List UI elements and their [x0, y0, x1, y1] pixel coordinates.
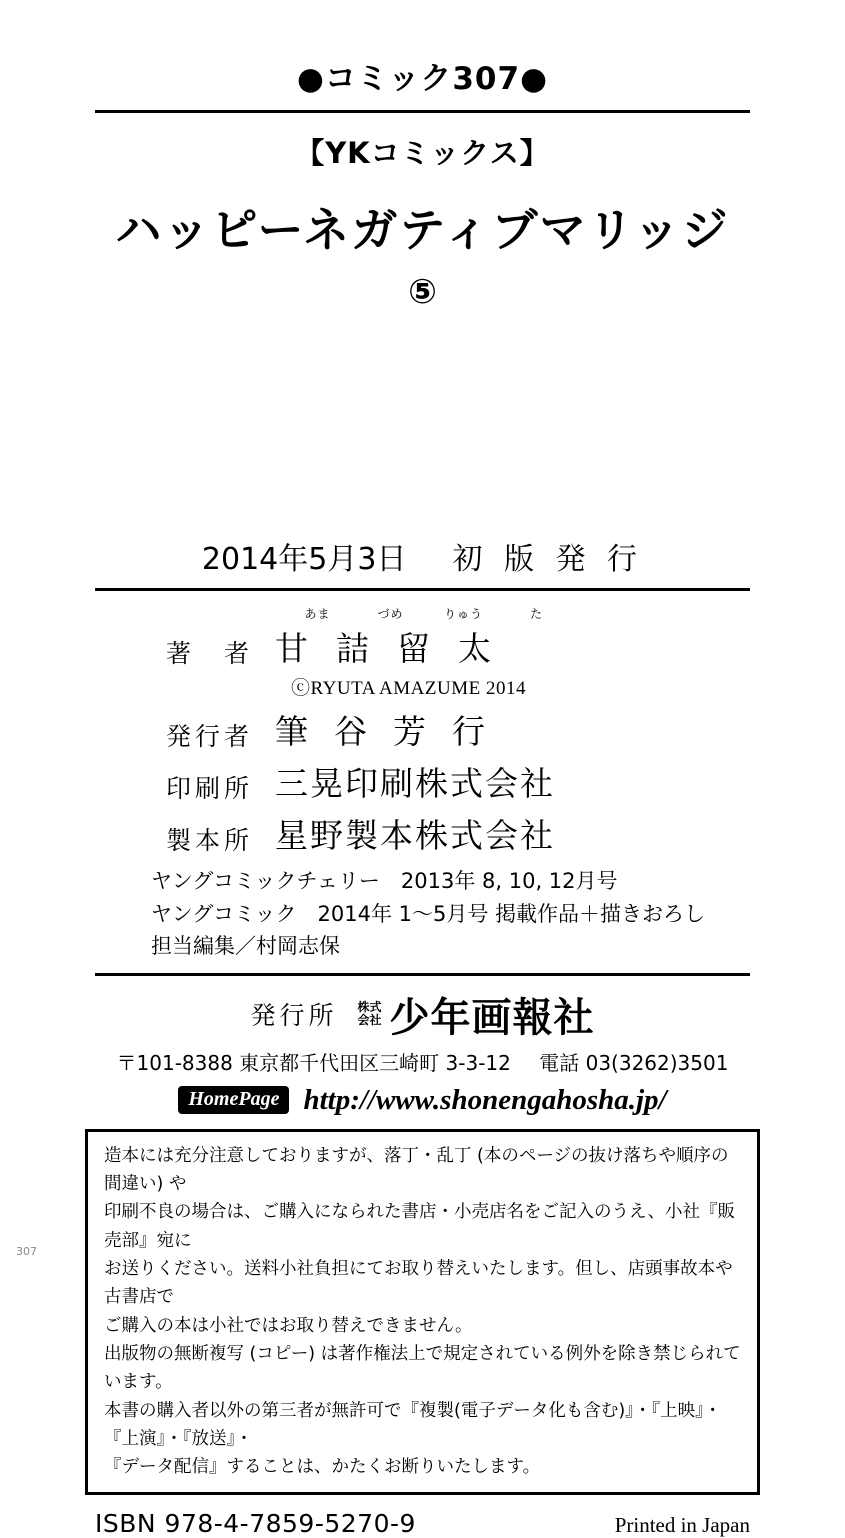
- publisher-row: [0, 986, 845, 1043]
- copyright-line: ⓒRYUTA AMAZUME 2014: [291, 678, 526, 699]
- publisher-divider: [95, 973, 750, 976]
- credit-row: [95, 758, 750, 805]
- notice-line: ご購入の本は小社ではお取り替えできません。: [104, 1315, 473, 1336]
- publisher-address-row: [0, 1047, 845, 1076]
- series-label: 【YKコミックス】: [295, 136, 550, 171]
- notice-line: お送りください。送料小社負担にてお取り替えいたします。但し、店頭事故本や古書店で: [104, 1259, 733, 1308]
- credit-value-binder: 星野製本株式会社: [275, 816, 555, 855]
- kabushiki-gaisha-mark: [358, 1001, 382, 1027]
- colophon-page: [0, 61, 845, 1538]
- kabushiki-line-1: 株式: [357, 999, 382, 1014]
- credit-value-publisher-person: 筆谷芳行: [275, 712, 511, 751]
- credit-value-author: 甘詰留太: [275, 629, 519, 668]
- notice-box: [85, 1129, 760, 1495]
- credit-row: [95, 605, 750, 670]
- corner-page-mark: 307: [16, 1245, 37, 1258]
- isbn: ISBN 978-4-7859-5270-9: [95, 1508, 416, 1538]
- publisher-telephone: 電話 03(3262)3501: [539, 1050, 729, 1075]
- credit-label-binder: 製本所: [165, 826, 253, 855]
- page-title: ハッピーネガティブマリッジ: [115, 203, 730, 258]
- publication-date-row: [0, 534, 845, 588]
- notice-line: 造本には充分注意しておりますが、落丁・乱丁 (本のページの抜け落ちや順序の間違い) や: [104, 1145, 729, 1194]
- credit-row: [95, 706, 750, 753]
- notice-line: 本書の購入者以外の第三者が無許可で『複製(電子データ化も含む)』・『上映』・『上演』・『放送』・: [104, 1400, 722, 1450]
- footer: [95, 1509, 750, 1538]
- notice-line: 出版物の無断複写 (コピー) は著作権法上で規定されている例外を除き禁じられています。: [104, 1344, 741, 1393]
- comic-number: ●コミック307●: [296, 61, 549, 97]
- credit-value-printer: 三晃印刷株式会社: [275, 764, 555, 803]
- magazine-info-line: ヤングコミック 2014年 1〜5月号 掲載作品＋描きおろし: [151, 901, 706, 926]
- ruby-2: づめ: [377, 607, 404, 621]
- ruby-1: あま: [304, 607, 331, 621]
- notice-line: 印刷不良の場合は、ご購入になられた書店・小売店名をご記入のうえ、小社『販売部』宛に: [104, 1202, 736, 1251]
- magazine-info-line: 担当編集／村岡志保: [151, 934, 340, 959]
- publication-area: [0, 534, 845, 1538]
- magazine-info-line: ヤングコミックチェリー 2013年 8, 10, 12月号: [151, 869, 618, 893]
- magazine-info: [95, 865, 750, 963]
- volume-number: ⑤: [408, 272, 437, 313]
- publisher-address: 〒101-8388 東京都千代田区三崎町 3-3-12: [116, 1050, 511, 1075]
- notice-line: 『データ配信』することは、かたくお断りいたします。: [104, 1457, 541, 1478]
- credits-table: [95, 591, 750, 857]
- credit-label-author: 著 者: [165, 639, 253, 668]
- credit-row: [95, 810, 750, 857]
- header-divider-top: [95, 110, 750, 113]
- homepage-url[interactable]: http://www.shonengahosha.jp/: [303, 1083, 667, 1116]
- publisher-name: 少年画報社: [389, 994, 595, 1041]
- kabushiki-line-2: 会社: [357, 1013, 382, 1028]
- credit-label-printer: 印刷所: [165, 774, 253, 803]
- ruby-4: た: [529, 607, 543, 621]
- homepage-row: [0, 1084, 845, 1117]
- publication-date: 2014年5月3日: [201, 542, 407, 577]
- credit-label-publisher-person: 発行者: [165, 722, 253, 751]
- credit-value-author-wrap: [275, 605, 750, 670]
- author-ruby: [275, 605, 750, 622]
- printed-in: Printed in Japan: [614, 1512, 750, 1537]
- ruby-3: りゅう: [443, 607, 483, 621]
- publisher-label: 発行所: [250, 1001, 338, 1031]
- homepage-badge: HomePage: [178, 1086, 289, 1114]
- publication-edition: 初 版 発 行: [452, 542, 644, 577]
